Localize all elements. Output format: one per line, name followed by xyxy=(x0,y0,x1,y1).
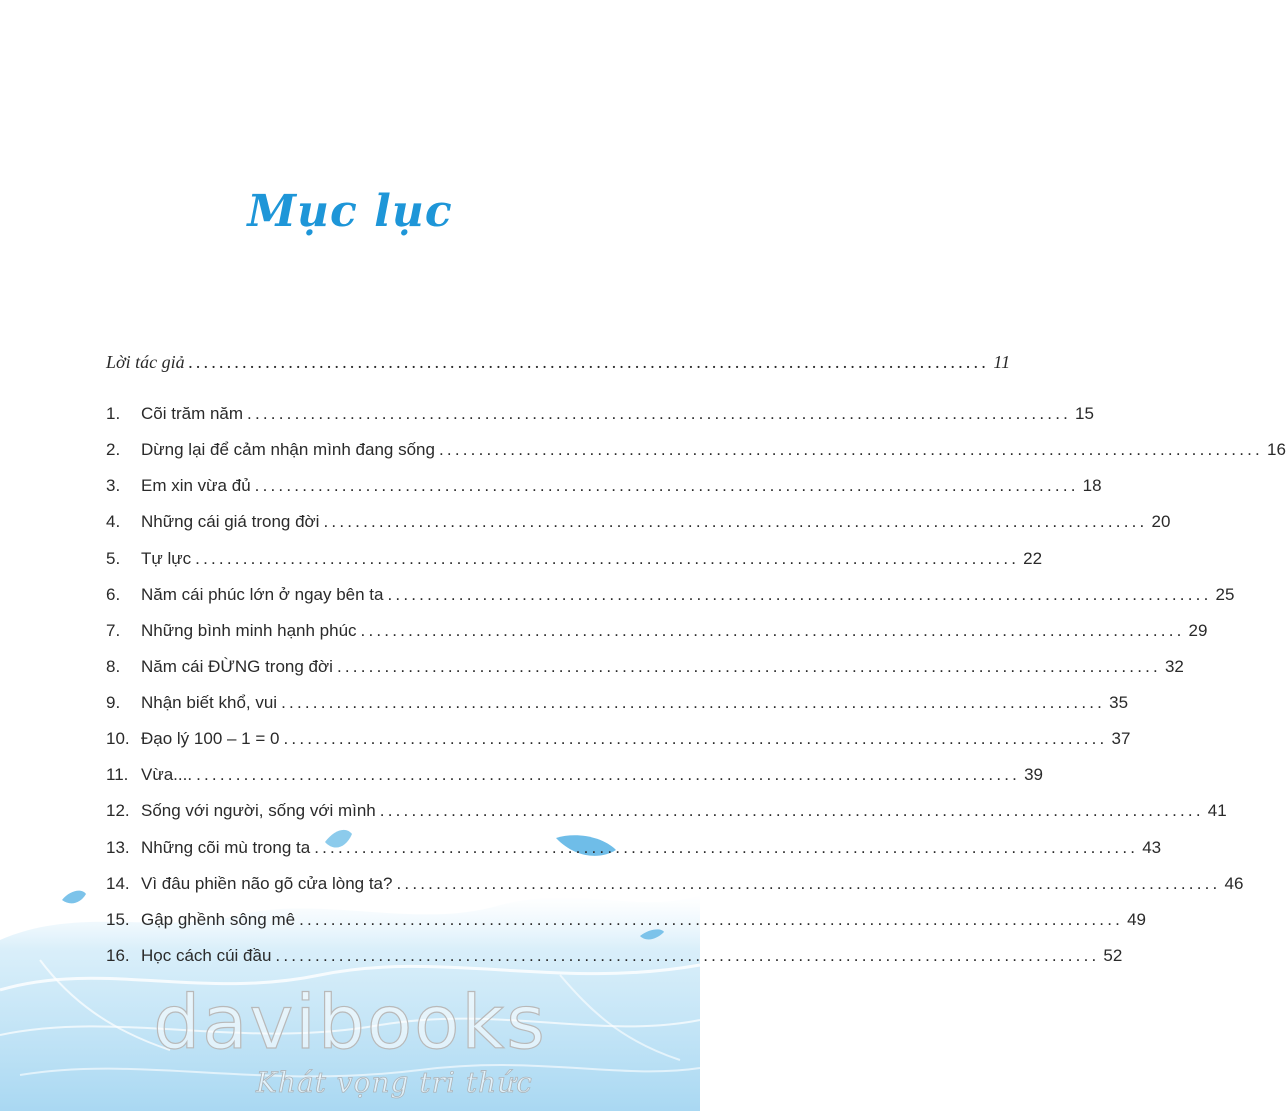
toc-entry-label: Em xin vừa đủ xyxy=(141,476,251,496)
toc-entry-label: Vì đâu phiền não gõ cửa lòng ta? xyxy=(141,873,393,893)
toc-entry-page: 20 xyxy=(1151,512,1171,532)
toc-entry[interactable] xyxy=(106,476,1102,500)
toc-entry-label: Nhận biết khổ, vui xyxy=(141,693,278,713)
toc-entry[interactable] xyxy=(106,404,1094,428)
toc-entry[interactable] xyxy=(106,620,1208,645)
dot-leader: ........................................................................................................ xyxy=(283,729,1108,749)
toc-entry[interactable] xyxy=(106,729,1131,753)
toc-entry-label: Cõi trăm năm xyxy=(141,404,244,423)
dot-leader: ........................................................................................................ xyxy=(336,656,1161,676)
toc-entry-page: 32 xyxy=(1164,656,1184,676)
toc-entry-page: 29 xyxy=(1188,620,1208,640)
dot-leader: ........................................................................................................ xyxy=(188,352,990,372)
dot-leader: ........................................................................................................ xyxy=(254,476,1079,496)
toc-entry[interactable] xyxy=(106,801,1227,825)
toc-entry-label: Lời tác giả xyxy=(106,352,185,372)
toc-entry-label: Gập ghềnh sông mê xyxy=(141,909,296,929)
toc-entry-label: Tự lực xyxy=(141,548,192,568)
dot-leader: ........................................................................................................ xyxy=(314,837,1139,857)
toc-entry-page: 25 xyxy=(1215,584,1235,604)
toc-entry-page: 22 xyxy=(1023,548,1043,568)
toc-entry-number: 12. xyxy=(106,801,130,821)
toc-entry[interactable] xyxy=(106,584,1235,609)
toc-entry[interactable] xyxy=(106,945,1123,970)
toc-entry-label: Những bình minh hạnh phúc xyxy=(141,620,357,640)
toc-entry[interactable] xyxy=(106,909,1146,934)
toc-entry[interactable] xyxy=(106,693,1129,717)
dot-leader: ........................................................................................................ xyxy=(299,909,1124,929)
toc-entry-page: 43 xyxy=(1142,837,1162,857)
dot-leader: ........................................................................................................ xyxy=(275,945,1100,965)
dot-leader: ........................................................................................................ xyxy=(438,440,1263,460)
toc-entry-number: 9. xyxy=(106,693,121,713)
toc-entry[interactable] xyxy=(106,512,1171,536)
toc-entry-page: 41 xyxy=(1207,801,1227,821)
toc-entry-number: 7. xyxy=(106,620,121,640)
toc-entry-label: Năm cái ĐỪNG trong đời xyxy=(141,656,333,676)
toc-entry[interactable] xyxy=(106,548,1043,573)
toc-entry-page: 15 xyxy=(1075,404,1094,423)
toc-entry-label: Những cái giá trong đời xyxy=(141,512,320,532)
toc-entry-number: 3. xyxy=(106,476,121,496)
toc-entry-number: 5. xyxy=(106,548,121,568)
toc-entry-number: 6. xyxy=(106,584,121,604)
dot-leader: ........................................................................................................ xyxy=(196,765,1021,785)
toc-entry-page: 52 xyxy=(1103,945,1123,965)
toc-entry[interactable] xyxy=(106,440,1286,464)
toc-entry[interactable] xyxy=(106,837,1162,862)
publisher-tagline: Khát vọng tri thức xyxy=(256,1066,533,1099)
dot-leader: ........................................................................................................ xyxy=(195,548,1020,568)
toc-entry-label: Học cách cúi đầu xyxy=(141,945,272,965)
toc-entry-label: Sống với người, sống với mình xyxy=(141,801,376,821)
toc-entry[interactable] xyxy=(106,765,1044,789)
toc-entry-page: 18 xyxy=(1082,476,1102,496)
toc-entry-number: 8. xyxy=(106,656,121,676)
dot-leader: ........................................................................................................ xyxy=(387,584,1212,604)
dot-leader: ........................................................................................................ xyxy=(323,512,1148,532)
toc-entry-preface[interactable] xyxy=(106,352,1011,376)
toc-entry-page: 16 xyxy=(1266,440,1286,460)
toc-entry-page: 11 xyxy=(993,352,1011,372)
toc-entry-page: 39 xyxy=(1024,765,1044,785)
toc-entry-number: 15. xyxy=(106,909,130,929)
toc-entry[interactable] xyxy=(106,656,1184,681)
dot-leader: ........................................................................................................ xyxy=(379,801,1204,821)
toc-entry-label: Dừng lại để cảm nhận mình đang sống xyxy=(141,440,435,460)
toc-entry[interactable] xyxy=(106,873,1244,898)
toc-entry-label: Đạo lý 100 – 1 = 0 xyxy=(141,729,280,749)
toc-entry-label: Vừa.... xyxy=(141,765,193,785)
page-title: Mục lục xyxy=(247,186,453,237)
toc-entry-number: 2. xyxy=(106,440,121,460)
toc-entry-page: 35 xyxy=(1109,693,1129,713)
dot-leader: ........................................................................................................ xyxy=(247,404,1072,423)
toc-entry-label: Năm cái phúc lớn ở ngay bên ta xyxy=(141,584,384,604)
dot-leader: ........................................................................................................ xyxy=(396,873,1221,893)
toc-entry-number: 16. xyxy=(106,945,130,965)
toc-entry-label: Những cõi mù trong ta xyxy=(141,837,311,857)
toc-entry-number: 11. xyxy=(106,765,129,785)
toc-entry-page: 49 xyxy=(1127,909,1146,929)
toc-entry-number: 4. xyxy=(106,512,121,532)
toc-entry-page: 46 xyxy=(1224,873,1244,893)
toc-entry-page: 37 xyxy=(1111,729,1131,749)
toc-entry-number: 14. xyxy=(106,873,130,893)
toc-entry-number: 1. xyxy=(106,404,121,423)
toc-entry-number: 10. xyxy=(106,729,130,749)
dot-leader: ........................................................................................................ xyxy=(360,620,1185,640)
toc-entry-number: 13. xyxy=(106,837,130,857)
dot-leader: ........................................................................................................ xyxy=(281,693,1106,713)
publisher-logo-wordmark: davibooks xyxy=(153,980,547,1066)
